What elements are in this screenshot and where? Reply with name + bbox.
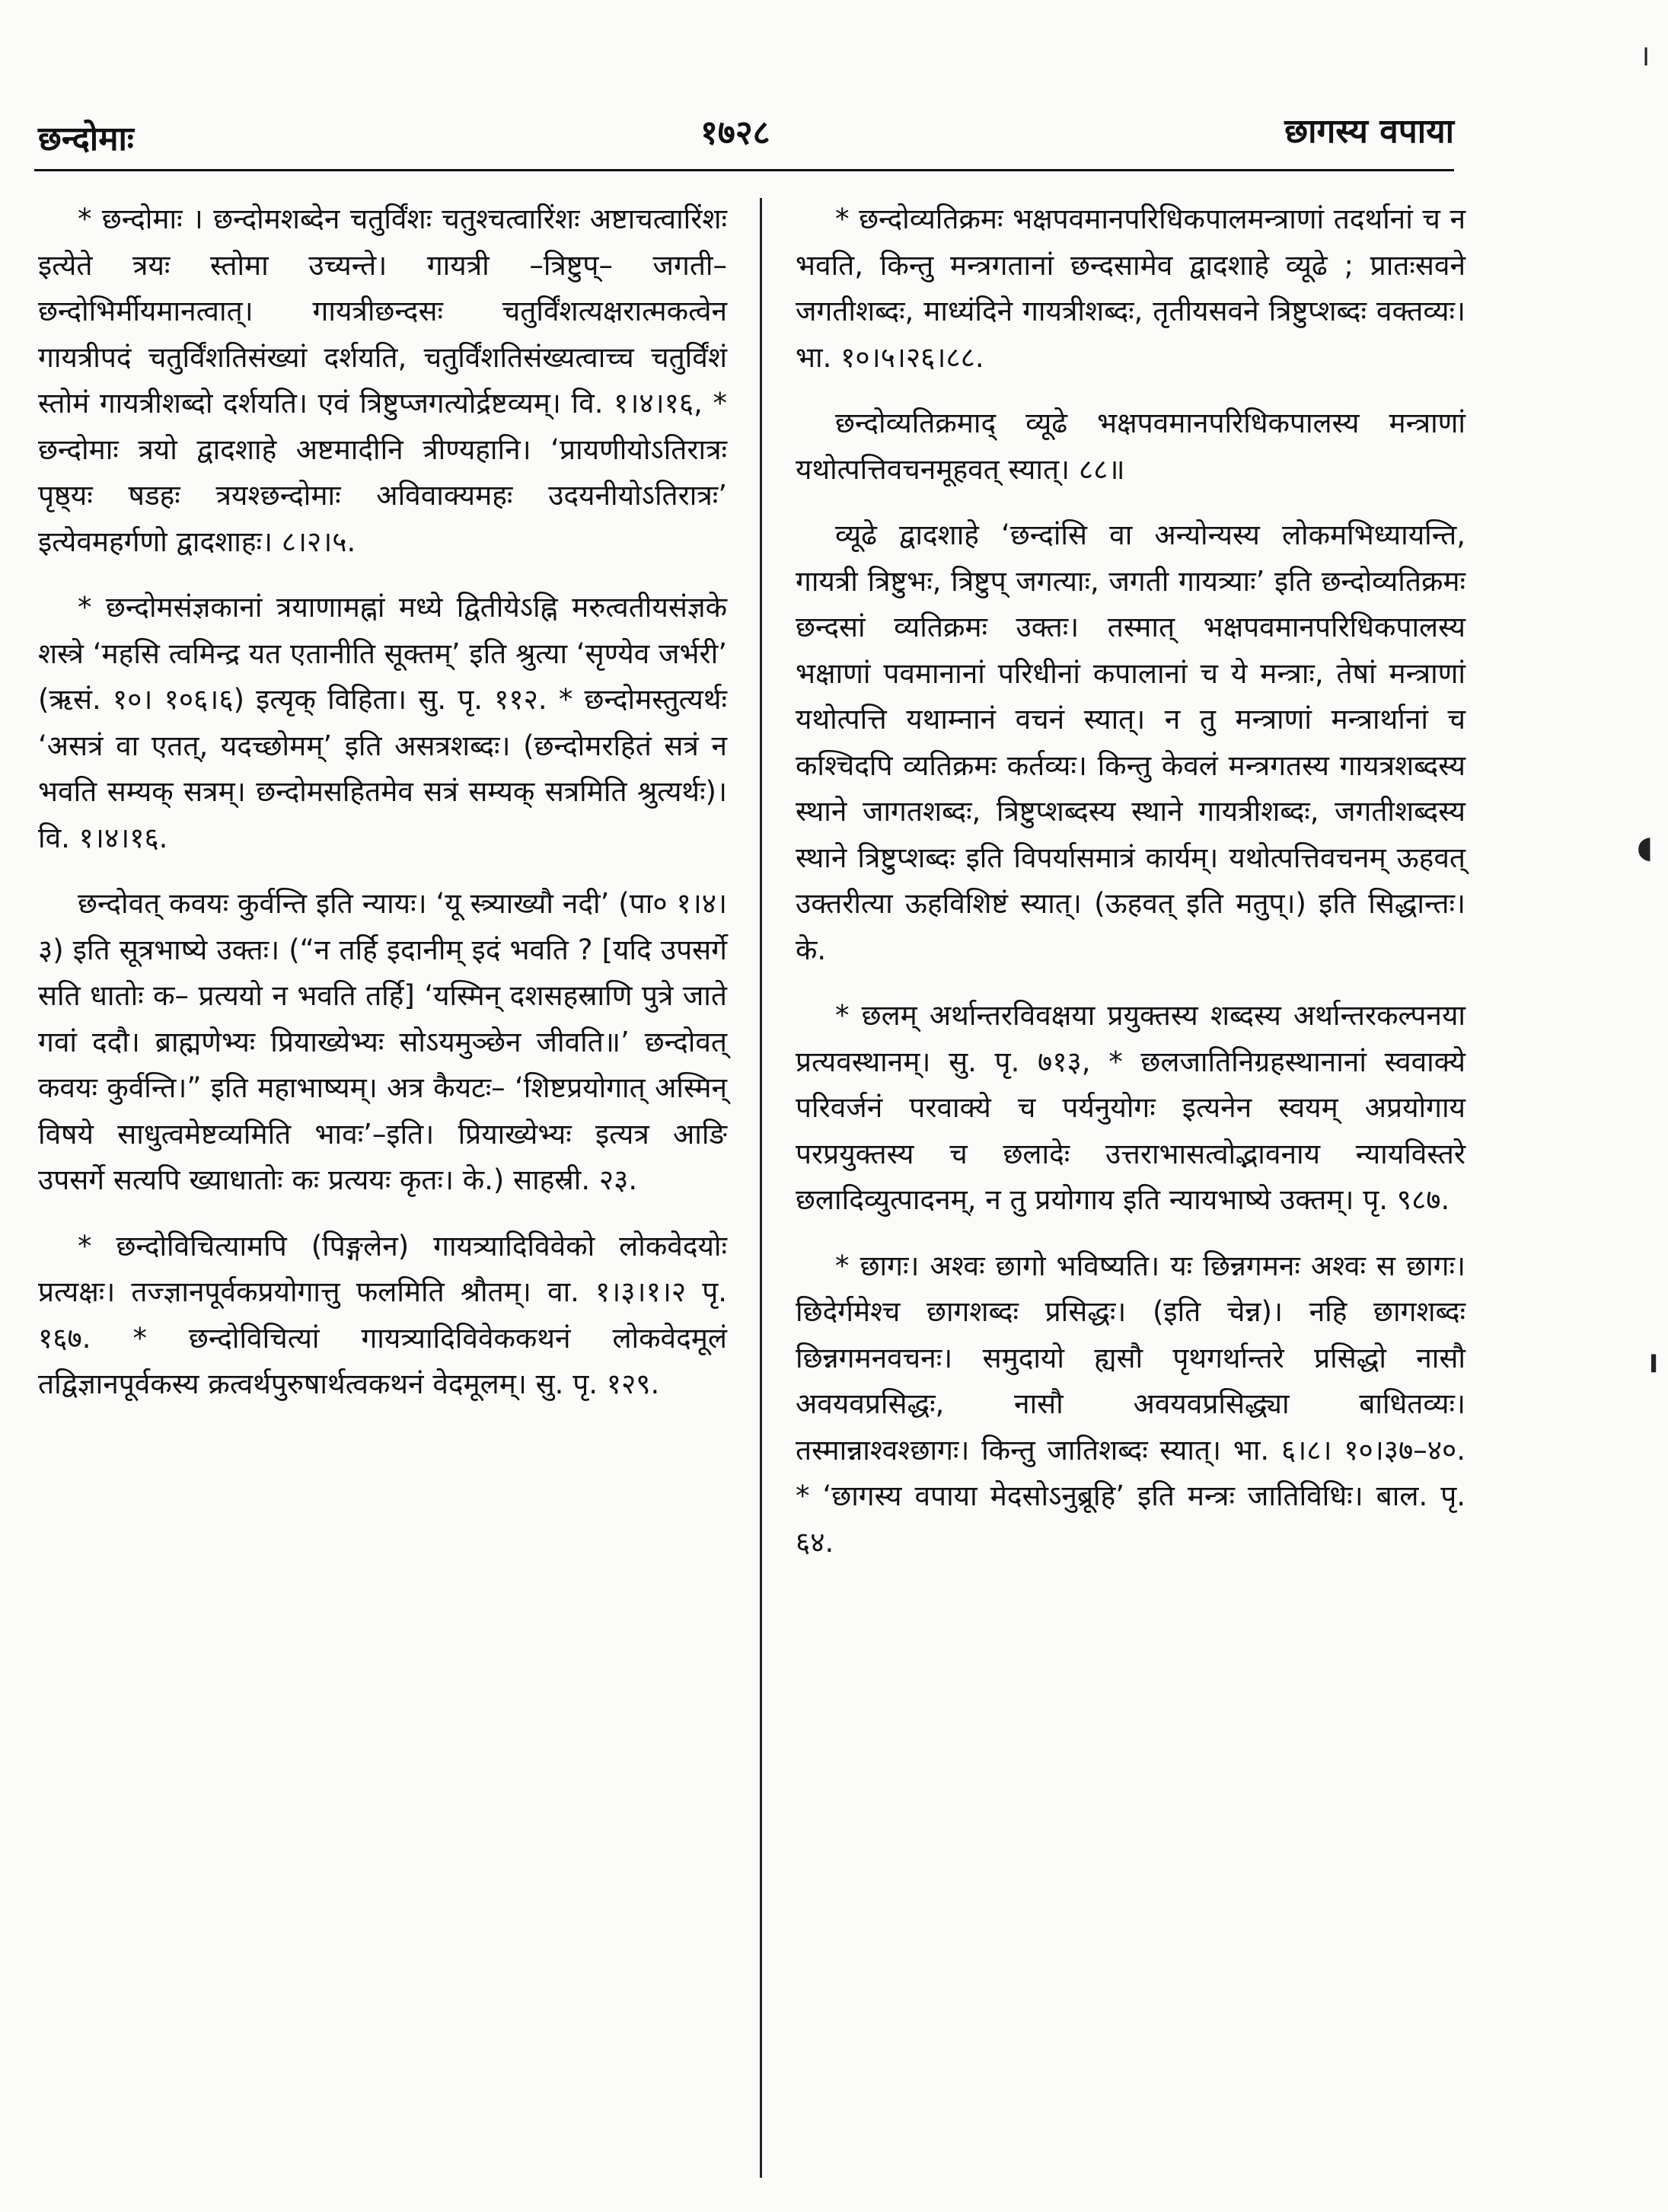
header-rule [34,169,1454,171]
entry-paragraph: * छागः। अश्वः छागो भविष्यति। यः छिन्नगमनः अश्वः स छागः। छिदेर्गमेश्च छागशब्दः प्रसिद्धः। (इति चेन्न)। नहि छागशब्दः छिन्नगमनवचनः। समुदायो ह्यसौ पृथगर्थान्तरे प्रसिद्धो नासौ अवयवप्रसिद्धः, नासौ अवयवप्रसिद्ध्या बाधितव्यः। तस्मान्नाश्वश्छागः। किन्तु जातिशब्दः स्यात्। भा. ६।८। १०।३७–४०. * ‘छागस्य वपाया मेदसोऽनुब्रूहि’ इति मन्त्रः जातिविधिः। बाल. पृ. ६४. [796,1249,1465,1559]
header-left-headword: छन्दोमाः [38,120,134,158]
scan-speck-icon: ╷ [1637,30,1656,65]
entry-paragraph: * छलम् अर्थान्तरविवक्षया प्रयुक्तस्य शब्दस्य अर्थान्तरकल्पनया प्रत्यवस्थानम्। सु. पृ. ७१३, * छलजातिनिग्रहस्थानानां स्ववाक्ये परिवर्जनं परवाक्ये च पर्यनुयोगः इत्यनेन स्वयम् अप्रयोगाय परप्रयुक्तस्य च छलादेः उत्तराभासत्वोद्भावनाय न्यायविस्तरे छलादिव्युत्पादनम्, न तु प्रयोगाय इति न्यायभाष्ये उक्तम्। पृ. ९८७. [796,999,1465,1216]
scan-speck-icon: ◖ [1637,830,1654,865]
header-right-headword: छागस्य वपाया [1284,112,1454,151]
entry-paragraph: * छन्दोव्यतिक्रमः भक्षपवमानपरिधिकपालमन्त्राणां तदर्थानां च न भवति, किन्तु मन्त्रगतानां छन्दसामेव द्वादशाहे व्यूढे ; प्रातःसवने जगतीशब्दः, माध्यंदिने गायत्रीशब्दः, तृतीयसवने त्रिष्टुप्शब्दः वक्तव्यः। भा. १०।५।२६।८८. [796,203,1465,374]
column-divider [760,198,762,2178]
entry-paragraph: * छन्दोमसंज्ञकानां त्रयाणामह्नां मध्ये द्वितीयेऽह्नि मरुत्वतीयसंज्ञके शस्त्रे ‘महसि त्वमिन्द्र यत एतानीति सूक्तम्’ इति श्रुत्या ‘सृण्येव जर्भरी’ (ऋसं. १०। १०६।६) इत्यृक् विहिता। सु. पृ. ११२. * छन्दोमस्तुत्यर्थः ‘असत्रं वा एतत्, यदच्छोमम्’ इति असत्रशब्दः। (छन्दोमरहितं सत्रं न भवति सम्यक् सत्रम्। छन्दोमसहितमेव सत्रं सम्यक् सत्रमिति श्रुत्यर्थः)। वि. १।४।१६. [38,591,727,854]
entry-paragraph: छन्दोवत् कवयः कुर्वन्ति इति न्यायः। ‘यू स्त्र्याख्यौ नदी’ (पा० १।४।३) इति सूत्रभाष्ये उक्तः। (“न तर्हि इदानीम् इदं भवति ? [यदि उपसर्गे सति धातोः क– प्रत्ययो न भवति तर्हि] ‘यस्मिन् दशसहस्राणि पुत्रे जाते गवां ददौ। ब्राह्मणेभ्यः प्रियाख्येभ्यः सोऽयमुञ्छेन जीवति॥’ छन्दोवत् कवयः कुर्वन्ति।” इति महाभाष्यम्। अत्र कैयटः– ‘शिष्टप्रयोगात् अस्मिन् विषये साधुत्वमेष्टव्यमिति भावः’–इति। प्रियाख्येभ्यः इत्यत्र आङि उपसर्गे सत्यपि ख्याधातोः कः प्रत्ययः कृतः। के.) साहस्री. २३. [38,887,727,1196]
page-header [38,99,1454,160]
scan-speck-icon: ╹ [1644,1355,1663,1390]
left-column [38,196,727,1428]
right-column [796,196,1465,1585]
entry-paragraph: छन्दोव्यतिक्रमाद् व्यूढे भक्षपवमानपरिधिकपालस्य मन्त्राणां यथोत्पत्तिवचनमूहवत् स्यात्। ८८॥ [796,407,1465,486]
entry-paragraph: * छन्दोविचित्यामपि (पिङ्गलेन) गायत्र्यादिविवेको लोकवेदयोः प्रत्यक्षः। तज्ज्ञानपूर्वकप्रयोगात्तु फलमिति श्रौतम्। वा. १।३।१।२ पृ. १६७. * छन्दोविचित्यां गायत्र्यादिविवेककथनं लोकवेदमूलं तद्विज्ञानपूर्वकस्य क्रत्वर्थपुरुषार्थत्वकथनं वेदमूलम्। सु. पृ. १२९. [38,1229,727,1400]
entry-paragraph: व्यूढे द्वादशाहे ‘छन्दांसि वा अन्योन्यस्य लोकमभिध्यायन्ति, गायत्री त्रिष्टुभः, त्रिष्टुप् जगत्याः, जगती गायत्र्याः’ इति छन्दोव्यतिक्रमः छन्दसां व्यतिक्रमः उक्तः। तस्मात् भक्षपवमानपरिधिकपालस्य भक्षाणां पवमानानां परिधीनां कपालानां च ये मन्त्राः, तेषां मन्त्राणां यथोत्पत्ति यथाम्नानं वचनं स्यात्। न तु मन्त्राणां मन्त्रार्थानां च कश्चिदपि व्यतिक्रमः कर्तव्यः। किन्तु केवलं मन्त्रगतस्य गायत्रशब्दस्य स्थाने जागतशब्दः, त्रिष्टुप्शब्दस्य स्थाने गायत्रीशब्दः, जगतीशब्दस्य स्थाने त्रिष्टुप्शब्दः इति विपर्यासमात्रं कार्यम्। यथोत्पत्तिवचनम् ऊहवत् उक्तरीत्या ऊहविशिष्टं स्यात्। (ऊहवत् इति मतुप्।) इति सिद्धान्तः। के. [796,519,1465,966]
page-number: १७२८ [700,113,770,152]
entry-paragraph: * छन्दोमाः । छन्दोमशब्देन चतुर्विंशः चतुश्चत्वारिंशः अष्टाचत्वारिंशः इत्येते त्रयः स्तोमा उच्यन्ते। गायत्री –त्रिष्टुप्– जगती– छन्दोभिर्मीयमानत्वात्। गायत्रीछन्दसः चतुर्विंशत्यक्षरात्मकत्वेन गायत्रीपदं चतुर्विंशतिसंख्यां दर्शयति, चतुर्विंशतिसंख्यत्वाच्च चतुर्विंशं स्तोमं गायत्रीशब्दो दर्शयति। एवं त्रिष्टुप्जगत्योर्द्रष्टव्यम्। वि. १।४।१६, * छन्दोमाः त्रयो द्वादशाहे अष्टमादीनि त्रीण्यहानि। ‘प्रायणीयोऽतिरात्रः पृष्ठ्यः षडहः त्रयश्छन्दोमाः अविवाक्यमहः उदयनीयोऽतिरात्रः’ इत्येवमहर्गणो द्वादशाहः। ८।२।५. [38,203,727,558]
